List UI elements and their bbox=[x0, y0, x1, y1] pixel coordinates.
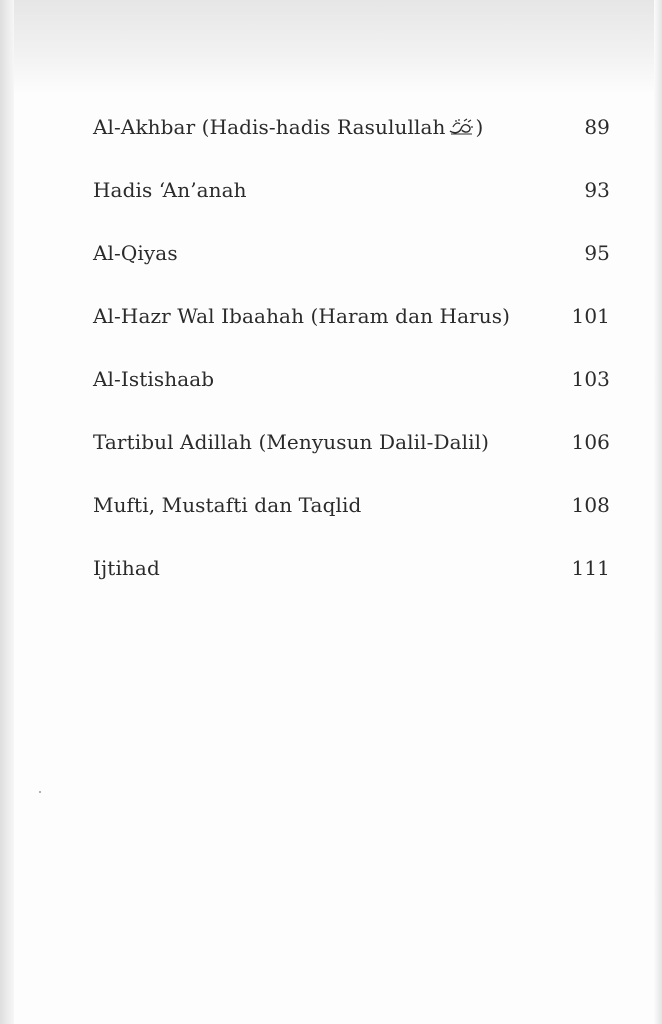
toc-entry-page-number: 93 bbox=[584, 177, 610, 202]
toc-entry-title: Al-Hazr Wal Ibaahah (Haram dan Harus) bbox=[93, 303, 511, 328]
toc-entry-title: Al-Qiyas bbox=[93, 240, 178, 265]
toc-entry-page-number: 111 bbox=[571, 555, 610, 580]
scan-speck bbox=[39, 791, 41, 793]
toc-entry-title: Tartibul Adillah (Menyusun Dalil-Dalil) bbox=[93, 429, 490, 454]
toc-entry-page-number: 101 bbox=[571, 303, 610, 328]
toc-entry-title: Al-Istishaab bbox=[93, 366, 215, 391]
toc-entry-title bbox=[93, 115, 483, 139]
scan-shadow-left bbox=[0, 0, 14, 1024]
toc-entry bbox=[93, 284, 610, 347]
toc-entry bbox=[93, 473, 610, 536]
toc-entry-page-number: 106 bbox=[571, 429, 610, 454]
toc-entry bbox=[93, 410, 610, 473]
salawat-calligraphy-icon bbox=[448, 118, 474, 136]
toc-entry-title: Mufti, Mustafti dan Taqlid bbox=[93, 492, 362, 517]
toc-entry-page-number: 95 bbox=[584, 240, 610, 265]
toc-entry-page-number: 89 bbox=[584, 114, 610, 139]
toc-entry-title: Ijtihad bbox=[93, 555, 160, 580]
scan-shadow-top bbox=[0, 0, 662, 92]
toc-entry bbox=[93, 95, 610, 158]
toc-entry-page-number: 103 bbox=[571, 366, 610, 391]
scan-shadow-right bbox=[654, 0, 662, 1024]
toc-entry-title-closing: ) bbox=[475, 114, 484, 139]
table-of-contents bbox=[93, 95, 610, 599]
toc-entry-title-text: Al-Akhbar (Hadis-hadis Rasulullah bbox=[93, 114, 446, 139]
toc-entry bbox=[93, 347, 610, 410]
toc-entry-page-number: 108 bbox=[571, 492, 610, 517]
toc-entry bbox=[93, 221, 610, 284]
toc-entry bbox=[93, 158, 610, 221]
toc-entry-title: Hadis ‘An’anah bbox=[93, 177, 247, 202]
toc-entry bbox=[93, 536, 610, 599]
